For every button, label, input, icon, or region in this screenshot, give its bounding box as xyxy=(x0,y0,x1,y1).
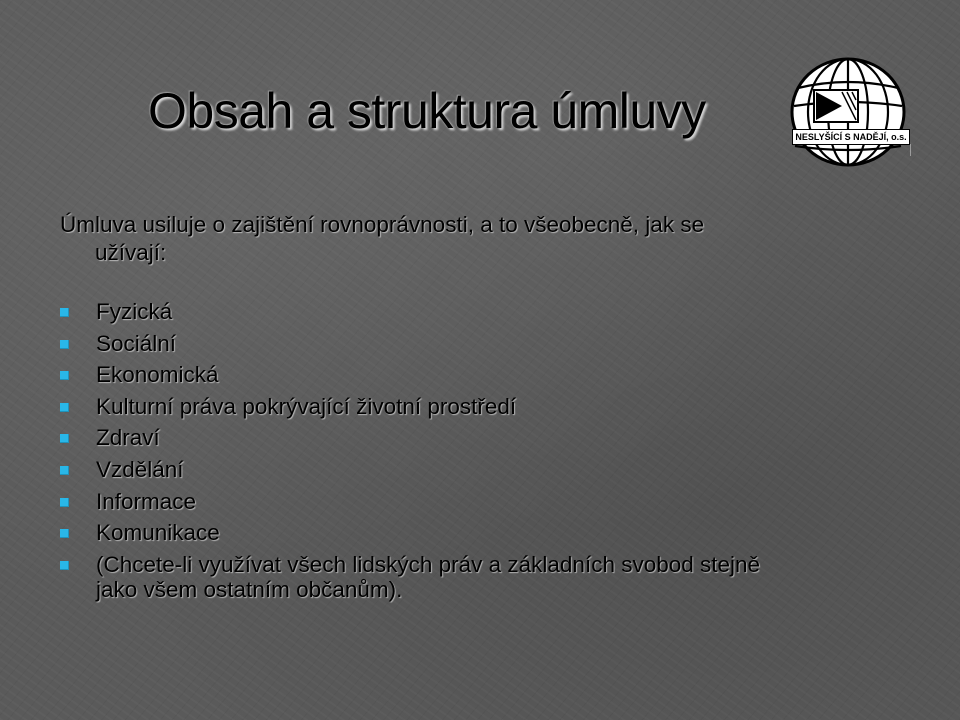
globe-logo-icon xyxy=(786,54,914,168)
square-bullet-icon xyxy=(60,434,69,443)
intro-text xyxy=(60,211,860,267)
square-bullet-icon xyxy=(60,561,69,570)
bullet-item: Sociální xyxy=(60,328,920,360)
square-bullet-icon xyxy=(60,498,69,507)
bullet-item: Komunikace xyxy=(60,517,920,549)
bullet-item: Fyzická xyxy=(60,296,920,328)
square-bullet-icon xyxy=(60,371,69,380)
square-bullet-icon xyxy=(60,529,69,538)
bullet-item: (Chcete-li využívat všech lidských práv a základních svobod stejně jako všem ostatním občanům). xyxy=(60,549,920,602)
square-bullet-icon xyxy=(60,340,69,349)
slide-title: Obsah a struktura úmluvy xyxy=(148,83,706,139)
bullet-item: Informace xyxy=(60,486,920,518)
slide-marker xyxy=(910,144,911,156)
square-bullet-icon xyxy=(60,308,69,317)
intro-line-1: Úmluva usiluje o zajištění rovnoprávnosti, a to všeobecně, jak se xyxy=(60,212,705,237)
logo-label: NESLYŠÍCÍ S NADĚJÍ, o.s. xyxy=(792,129,910,145)
bullet-list xyxy=(60,296,920,602)
intro-line-2: užívají: xyxy=(95,240,167,265)
bullet-item: Kulturní práva pokrývající životní prostředí xyxy=(60,391,920,423)
bullet-item: Zdraví xyxy=(60,422,920,454)
square-bullet-icon xyxy=(60,466,69,475)
square-bullet-icon xyxy=(60,403,69,412)
bullet-item: Ekonomická xyxy=(60,359,920,391)
bullet-item: Vzdělání xyxy=(60,454,920,486)
